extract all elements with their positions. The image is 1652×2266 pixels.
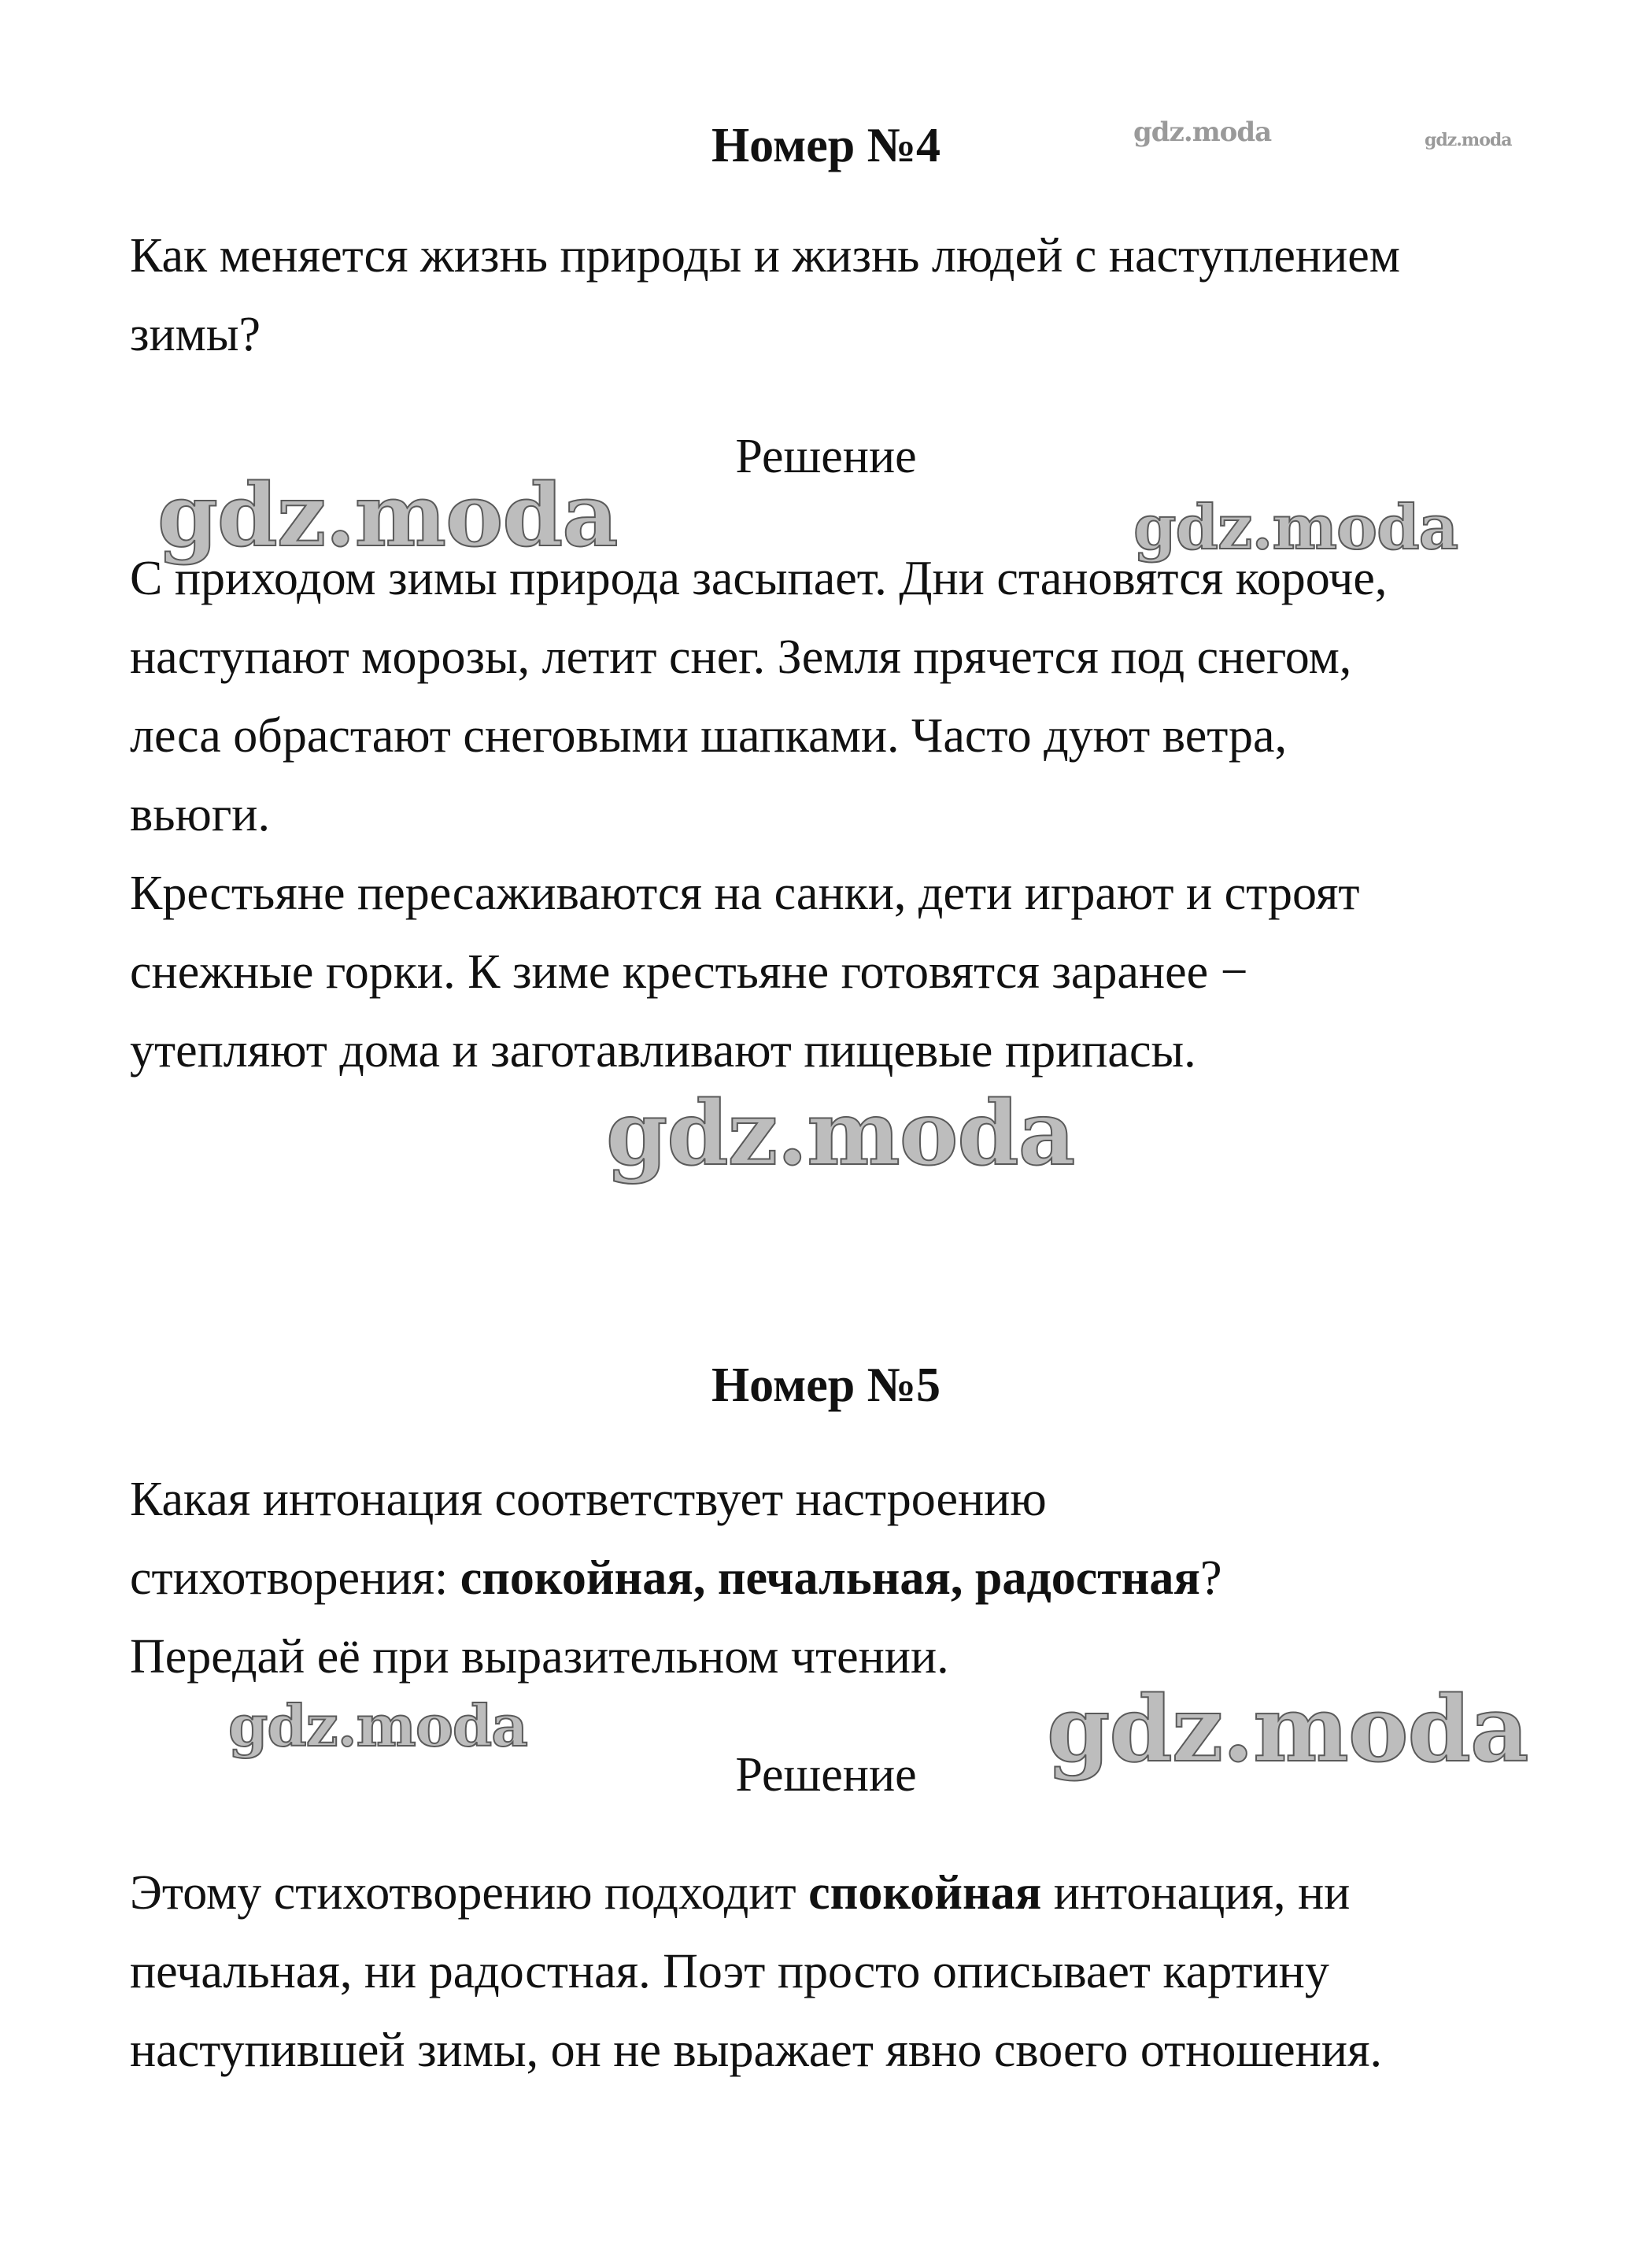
- section-4-solution-heading: Решение: [735, 430, 917, 483]
- answer-line: наступают морозы, летит снег. Земля прячется под снегом,: [130, 630, 1352, 684]
- question-line: Какая интонация соответствует настроению: [130, 1473, 1047, 1526]
- answer-line: вьюги.: [130, 788, 270, 841]
- watermark: gdz.moda: [1133, 116, 1272, 148]
- answer-line: Крестьяне пересаживаются на санки, дети играют и строят: [130, 867, 1360, 920]
- section-5-answer: [130, 1854, 1547, 2090]
- answer-line: утепляют дома и заготавливают пищевые припасы.: [130, 1024, 1196, 1078]
- answer-bold-word: спокойная: [808, 1866, 1042, 1920]
- watermark: gdz.moda: [228, 1692, 527, 1759]
- question-text: стихотворения:: [130, 1551, 460, 1605]
- answer-line: наступившей зимы, он не выражает явно своего отношения.: [130, 2024, 1383, 2077]
- watermark: gdz.moda: [606, 1082, 1075, 1185]
- answer-line: снежные горки. К зиме крестьяне готовятся заранее −: [130, 945, 1248, 999]
- watermark: gdz.moda: [1047, 1676, 1528, 1783]
- watermark: gdz.moda: [157, 464, 618, 566]
- question-line: зимы?: [130, 308, 261, 361]
- answer-text: Этому стихотворению подходит: [130, 1866, 809, 1920]
- section-5-question: [130, 1460, 1547, 1696]
- section-4-answer: [130, 539, 1547, 1090]
- answer-text: интонация, ни: [1041, 1866, 1351, 1920]
- question-line: [130, 1539, 1547, 1617]
- watermark: gdz.moda: [1425, 130, 1512, 150]
- section-5-solution-heading: Решение: [735, 1748, 917, 1802]
- answer-line: С приходом зимы природа засыпает. Дни становятся короче,: [130, 552, 1388, 605]
- answer-line: печальная, ни радостная. Поэт просто описывает картину: [130, 1945, 1329, 1998]
- question-mark: ?: [1199, 1551, 1222, 1605]
- question-line: Передай её при выразительном чтении.: [130, 1630, 949, 1684]
- section-5-title: Номер №5: [711, 1358, 941, 1412]
- question-bold-options: спокойная, печальная, радостная: [460, 1551, 1200, 1605]
- watermark: gdz.moda: [1133, 492, 1458, 564]
- answer-line: леса обрастают снеговыми шапками. Часто дуют ветра,: [130, 709, 1288, 763]
- answer-line: [130, 1854, 1547, 1932]
- section-4-title: Номер №4: [711, 119, 941, 172]
- question-line: Как меняется жизнь природы и жизнь людей с наступлением: [130, 229, 1401, 283]
- section-4-question: [130, 216, 1547, 374]
